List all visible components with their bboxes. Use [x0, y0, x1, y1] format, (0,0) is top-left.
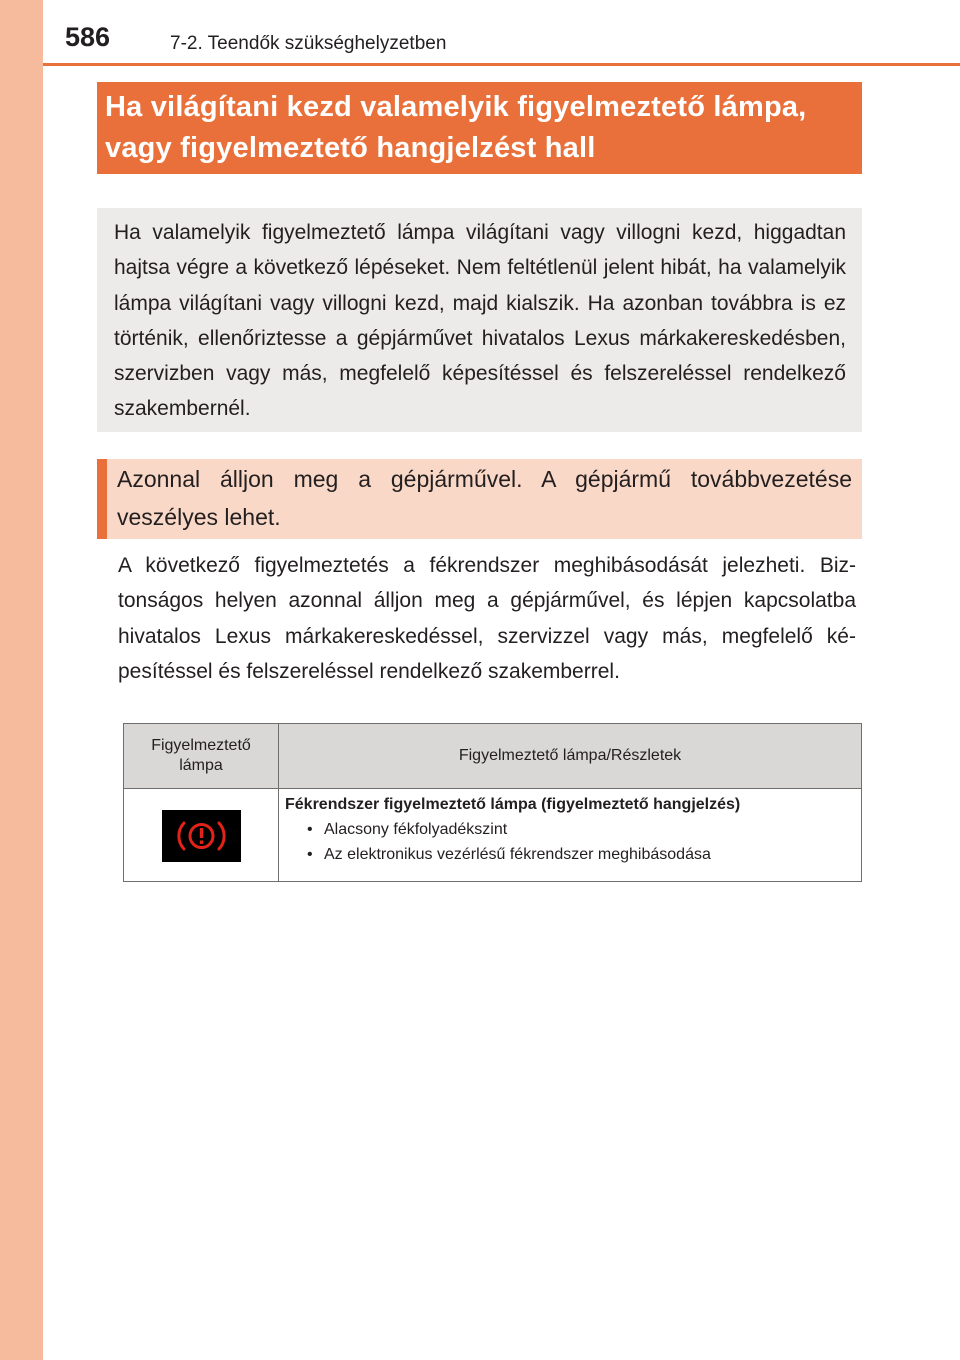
list-item: • Alacsony fékfolyadékszint	[307, 817, 855, 842]
detail-cell	[279, 789, 862, 882]
section-title-box	[97, 82, 862, 174]
section-title: Ha világítani kezd valamelyik figyelmeztető lámpa, vagy figyelmeztető hangjelzést hall	[105, 91, 807, 164]
table-header-lamp	[124, 724, 279, 789]
page-number: 586	[65, 22, 111, 52]
header-rule	[43, 63, 960, 66]
table-header-lamp-label: Figyelmeztető lámpa	[151, 737, 251, 774]
warning-box	[97, 459, 862, 539]
page-header	[43, 0, 960, 66]
list-item: • Az elektronikus vezérlésű fékrendszer meghibásodása	[307, 842, 855, 867]
chapter-title: 7-2. Teendők szükséghelyzetben	[170, 33, 447, 54]
table-header-row	[124, 724, 862, 789]
side-bar	[0, 0, 43, 1360]
lamp-cell	[124, 789, 279, 882]
intro-box	[97, 208, 862, 432]
table-row	[124, 789, 862, 882]
brake-warning-icon	[162, 810, 241, 862]
warning-lamp-table	[123, 723, 862, 882]
intro-text: Ha valamelyik figyelmeztető lámpa világítani vagy villogni kezd, higgadtan hajtsa végre a következő lépéseket. Nem feltétlenül jelent hibát, ha valamelyik lámpa világítani vagy villogni kezd, majd kialszik. Ha azonban továbbra is ez történik, ellenőriztesse a gépjárművet hivatalos Lexus márkakereskedésben, szervizben vagy más, megfelelő képesítéssel és felszereléssel rendelkező szakembernél.	[114, 221, 846, 421]
detail-list	[285, 817, 855, 867]
detail-title: Fékrendszer figyelmeztető lámpa (figyelmeztető hangjelzés)	[285, 796, 741, 813]
warning-text: Azonnal álljon meg a gépjárművel. A gépjármű továbbvezetése veszélyes lehet.	[117, 466, 852, 530]
table-header-details: Figyelmeztető lámpa/Részletek	[279, 724, 862, 789]
body-text: A következő figyelmeztetés a fékrendszer meghibásodását jelezheti. Biztonságos helyen azonnal álljon meg a gépjárművel, és lépjen kapcsolatba hivatalos Lexus márkakereskedéssel, szervizzel vagy más, megfelelő képesítéssel és felszereléssel rendelkező szakemberrel.	[118, 554, 856, 683]
